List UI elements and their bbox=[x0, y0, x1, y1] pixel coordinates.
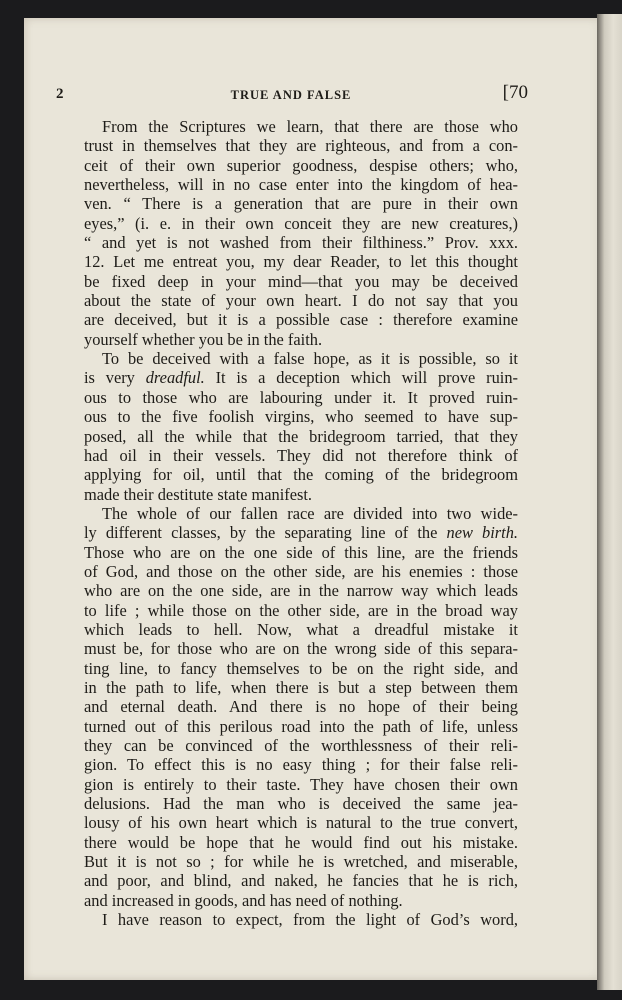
text-line: gion is entirely to their taste. They have chosen their own bbox=[84, 774, 518, 794]
italic-emphasis: dreadful. bbox=[145, 368, 205, 388]
text-line: From the Scriptures we learn, that there are those who bbox=[102, 117, 518, 136]
paragraph bbox=[84, 504, 518, 910]
text-line: applying for oil, until that the coming of the bridegroom bbox=[84, 465, 518, 485]
text-fragment: is very bbox=[84, 368, 146, 388]
text-line: to life ; while those on the other side, are in the broad way bbox=[84, 600, 518, 620]
text-line: ous to those who are labouring under it. It proved ruin- bbox=[84, 387, 518, 407]
italic-emphasis: new birth. bbox=[446, 523, 518, 543]
running-title: TRUE AND FALSE bbox=[230, 88, 352, 102]
text-line: be fixed deep in your mind—that you may be deceived bbox=[84, 271, 518, 291]
text-fragment: ly different classes, by the separating line of the bbox=[84, 523, 447, 543]
text-line: But it is not so ; for while he is wretched, and miserable, bbox=[84, 852, 518, 872]
page-number: 2 bbox=[56, 86, 64, 102]
text-line: turned out of this perilous road into the path of life, unless bbox=[84, 716, 518, 736]
text-line: nevertheless, will in no case enter into the kingdom of hea- bbox=[84, 175, 518, 195]
text-line: they can be convinced of the worthlessness of their reli- bbox=[84, 736, 518, 755]
text-line: posed, all the while that the bridegroom tarried, that they bbox=[84, 426, 518, 446]
text-line: “ and yet is not washed from their filthiness.” Prov. xxx. bbox=[84, 233, 518, 253]
text-line: of God, and those on the other side, are his enemies : those bbox=[84, 561, 518, 581]
text-line: and increased in goods, and has need of nothing. bbox=[84, 890, 403, 910]
signature-mark: [70 bbox=[502, 82, 528, 103]
text-line: ting line, to fancy themselves to be on the right side, and bbox=[84, 658, 518, 678]
text-line bbox=[84, 523, 518, 542]
facing-page-edge bbox=[597, 14, 622, 990]
text-line: who are on the one side, are in the narrow way which leads bbox=[84, 581, 518, 601]
text-line: which leads to hell. Now, what a dreadful mistake it bbox=[84, 619, 518, 639]
text-line: eyes,” (i. e. in their own conceit they are new creatures,) bbox=[84, 213, 518, 233]
text-line: are deceived, but it is a possible case : therefore examine bbox=[84, 310, 518, 330]
paragraph bbox=[84, 910, 518, 929]
text-line: ceit of their own superior goodness, despise others; who, bbox=[84, 155, 518, 175]
text-line: trust in themselves that they are righteous, and from a con- bbox=[84, 136, 518, 156]
text-line: I have reason to expect, from the light of God’s word, bbox=[102, 910, 518, 930]
body-text bbox=[84, 117, 518, 929]
page-header bbox=[56, 82, 526, 108]
text-line: yourself whether you be in the faith. bbox=[84, 329, 323, 349]
text-line: To be deceived with a false hope, as it is possible, so it bbox=[102, 349, 518, 369]
paragraph bbox=[84, 349, 518, 504]
text-line: Those who are on the one side of this line, are the friends bbox=[84, 542, 518, 562]
text-fragment: It is a deception which will prove ruin- bbox=[204, 368, 518, 388]
text-line: The whole of our fallen race are divided into two wide- bbox=[102, 503, 518, 523]
text-line: and poor, and blind, and naked, he fancies that he is rich, bbox=[84, 871, 518, 891]
text-line bbox=[84, 368, 518, 387]
text-line: gion. To effect this is no easy thing ; for their false reli- bbox=[84, 755, 518, 775]
text-line: must be, for those who are on the wrong side of this separa- bbox=[84, 639, 518, 659]
text-line: made their destitute state manifest. bbox=[84, 484, 313, 504]
text-line: in the path to life, when there is but a step between them bbox=[84, 677, 518, 697]
text-line: lousy of his own heart which is natural to the true convert, bbox=[84, 813, 518, 833]
text-line: there would be hope that he would find out his mistake. bbox=[84, 832, 518, 852]
paragraph bbox=[84, 117, 518, 349]
text-line: and eternal death. And there is no hope of their being bbox=[84, 697, 518, 717]
text-line: about the state of your own heart. I do not say that you bbox=[84, 291, 518, 311]
text-line: delusions. Had the man who is deceived the same jea- bbox=[84, 794, 518, 814]
text-line: ous to the five foolish virgins, who seemed to have sup- bbox=[84, 407, 518, 427]
text-line: had oil in their vessels. They did not therefore think of bbox=[84, 445, 518, 465]
text-line: ven. “ There is a generation that are pure in their own bbox=[84, 194, 518, 214]
text-line: 12. Let me entreat you, my dear Reader, to let this thought bbox=[84, 252, 518, 272]
